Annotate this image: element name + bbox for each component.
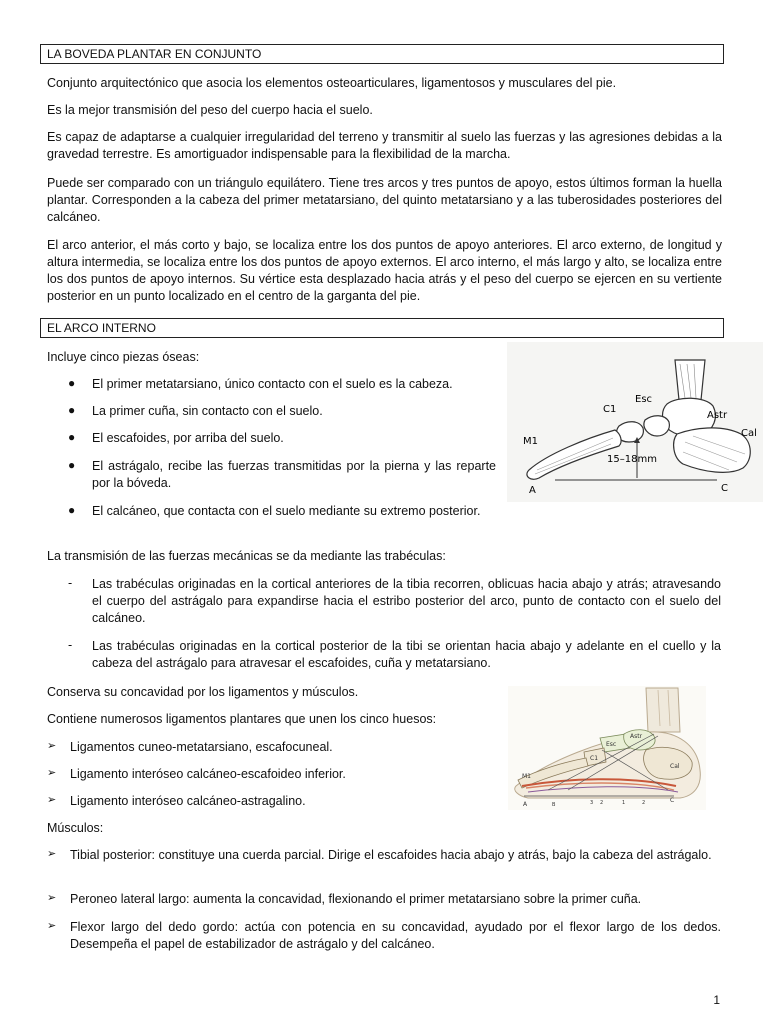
label-c1: C1: [603, 404, 617, 415]
list-item: Las trabéculas originadas en la cortical anteriores de la tibia recorren, oblicuas hacia abajo y atrás; atravesando el cuerpo del astrágalo para expandirse hacia el estribo posterior del arco, punto de contacto con el suelo del calcáneo.: [92, 577, 721, 625]
list-item: El escafoides, por arriba del suelo.: [92, 431, 284, 445]
arrow-bullet-icon: ➢: [47, 920, 57, 932]
list-item: Ligamentos cuneo-metatarsiano, escafocuneal.: [70, 740, 333, 754]
paragraph: Músculos:: [47, 821, 104, 835]
label-num: 2: [642, 800, 646, 806]
section-heading-boveda: LA BOVEDA PLANTAR EN CONJUNTO: [40, 44, 724, 64]
paragraph: Puede ser comparado con un triángulo equilátero. Tiene tres arcos y tres puntos de apoyo, estos últimos forman la huella plantar. Corresponden a la cabeza del primer metatarsiano, del quinto metatarsiano y a las tuberosidades posteriores del calcáneo.: [47, 176, 722, 224]
arrow-bullet-icon: ➢: [47, 794, 57, 806]
label-cal: Cal: [741, 428, 757, 439]
list-item: La primer cuña, sin contacto con el suelo.: [92, 404, 323, 418]
list-item: El calcáneo, que contacta con el suelo mediante su extremo posterior.: [92, 504, 481, 518]
label-astr: Astr: [707, 410, 728, 421]
arrow-bullet-icon: ➢: [47, 892, 57, 904]
paragraph: Incluye cinco piezas óseas:: [47, 350, 200, 364]
paragraph: Es capaz de adaptarse a cualquier irregularidad del terreno y transmitir al suelo las fuerzas y las agresiones debidas a la gravedad terrestre. Es amortiguador indispensable para la flexibilidad de la marcha.: [47, 130, 722, 161]
label-a: A: [523, 801, 528, 808]
arrow-bullet-icon: ➢: [47, 848, 57, 860]
paragraph: Conjunto arquitectónico que asocia los elementos osteoarticulares, ligamentosos y musculares del pie.: [47, 76, 617, 90]
page-number: 1: [713, 993, 720, 1007]
list-item: Ligamento interóseo calcáneo-escafoideo inferior.: [70, 767, 346, 781]
dash-marker: -: [68, 576, 73, 590]
paragraph: Es la mejor transmisión del peso del cuerpo hacia el suelo.: [47, 103, 373, 117]
list-item: Tibial posterior: constituye una cuerda parcial. Dirige el escafoides hacia abajo y atrás, bajo la cabeza del astrágalo.: [70, 848, 712, 862]
bullet-icon: ●: [68, 458, 76, 472]
paragraph: La transmisión de las fuerzas mecánicas se da mediante las trabéculas:: [47, 549, 446, 563]
label-b: B: [552, 802, 556, 808]
label-c1: C1: [590, 755, 599, 762]
list-item: Peroneo lateral largo: aumenta la concavidad, flexionando el primer metatarsiano sobre la primer cuña.: [70, 892, 642, 906]
label-num: 2: [600, 800, 604, 806]
list-item: El primer metatarsiano, único contacto con el suelo es la cabeza.: [92, 377, 453, 391]
label-cal: Cal: [670, 763, 680, 770]
label-c: C: [721, 483, 728, 494]
paragraph: El arco anterior, el más corto y bajo, se localiza entre los dos puntos de apoyo anteriores. El arco externo, de longitud y altura intermedia, se localiza entre los dos puntos de apoyo externos. El arco interno, el más largo y alto, se localiza entre los dos puntos de apoyo internos. Su vértice esta desplazado hacia atrás y el peso del cuerpo se ejercen en su vertiente posterior en un punto localizado en el centro de la garganta del pie.: [47, 238, 722, 303]
list-item: Flexor largo del dedo gordo: actúa con potencia en su concavidad, ayudado por el flexor largo de los dedos. Desempeña el papel de estabilizador de astrágalo y del calcáneo.: [70, 920, 721, 951]
list-item: El astrágalo, recibe las fuerzas transmitidas por la pierna y las reparte por la bóveda.: [92, 459, 496, 490]
foot-ligaments-diagram: [508, 686, 706, 810]
leg-outline: [646, 688, 680, 732]
paragraph: Conserva su concavidad por los ligamentos y músculos.: [47, 685, 359, 699]
dash-marker: -: [68, 638, 73, 652]
label-esc: Esc: [635, 394, 653, 405]
list-item: Ligamento interóseo calcáneo-astragalino.: [70, 794, 306, 808]
escafoides-bone: [644, 416, 669, 436]
arrow-bullet-icon: ➢: [47, 740, 57, 752]
paragraph: Contiene numerosos ligamentos plantares que unen los cinco huesos:: [47, 712, 437, 726]
bullet-icon: ●: [68, 376, 76, 390]
list-item: Las trabéculas originadas en la cortical posterior de la tibi se orientan hacia abajo y adelante en el cuello y la cabeza del astrágalo para atravesar el escafoides, cuña y metatarsiano.: [92, 639, 721, 670]
label-a: A: [529, 485, 536, 496]
label-astr: Astr: [630, 733, 643, 740]
section-heading-arco-interno: EL ARCO INTERNO: [40, 318, 724, 338]
label-num: 3: [590, 800, 594, 806]
tibia-bone: [675, 360, 705, 400]
foot-arch-diagram: [507, 342, 763, 502]
label-num: 1: [622, 800, 626, 806]
bullet-icon: ●: [68, 430, 76, 444]
bullet-icon: ●: [68, 503, 76, 517]
label-m1: M1: [523, 436, 538, 447]
label-m1: M1: [522, 773, 531, 780]
bullet-icon: ●: [68, 403, 76, 417]
arrow-bullet-icon: ➢: [47, 767, 57, 779]
label-distance: 15–18mm: [607, 454, 657, 465]
label-c: C: [670, 797, 675, 804]
label-esc: Esc: [606, 741, 617, 748]
